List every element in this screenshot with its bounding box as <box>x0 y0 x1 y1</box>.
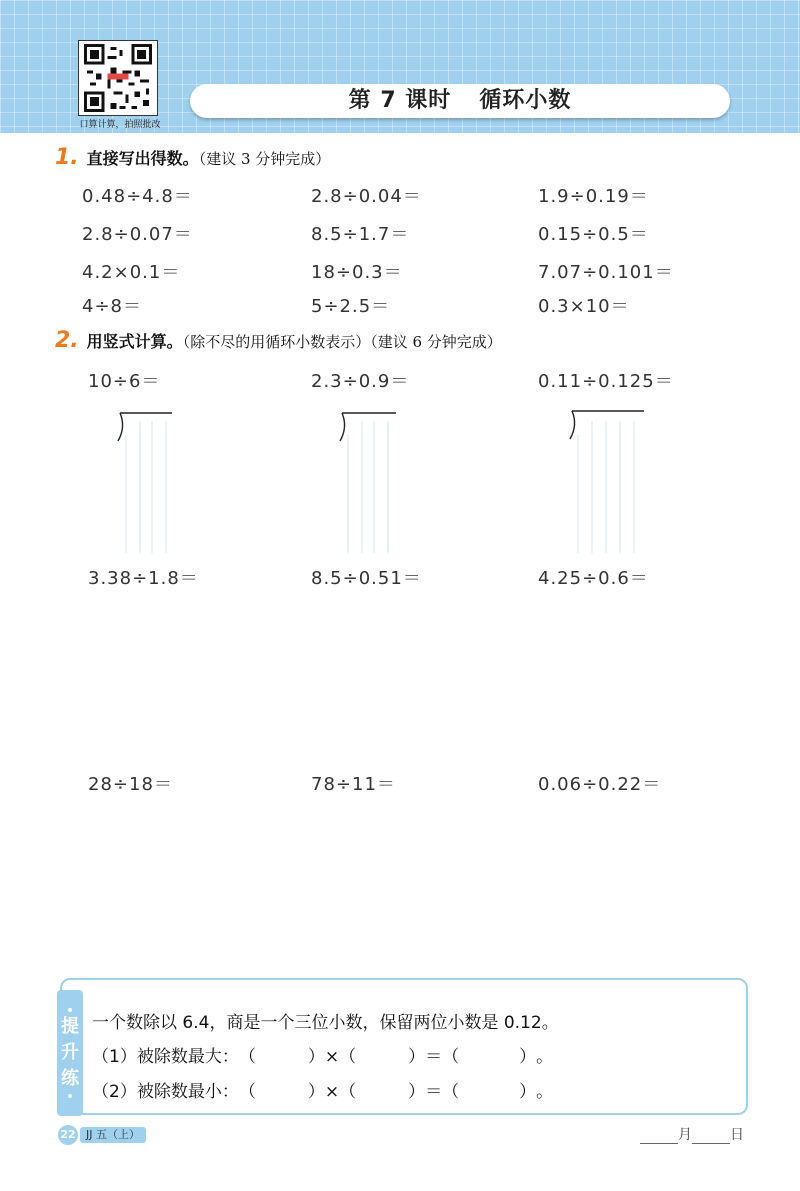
q1-problem: 2.8÷0.07＝ <box>82 224 193 245</box>
q2-problem: 0.11÷0.125＝ <box>538 371 674 392</box>
q1-problem: 0.3×10＝ <box>538 296 630 317</box>
lesson-topic: 循环小数 <box>479 88 572 113</box>
page-number: 22 <box>58 1125 78 1145</box>
qr-code-icon[interactable] <box>78 40 158 116</box>
times-sign: × <box>324 1047 340 1067</box>
month-label: 月 <box>678 1127 692 1143</box>
q2-problem: 8.5÷0.51＝ <box>311 568 422 589</box>
day-label: 日 <box>730 1127 744 1143</box>
q2-problem: 0.06÷0.22＝ <box>538 774 662 795</box>
answer-blank[interactable]: （ ） <box>339 1047 426 1067</box>
q1-problem: 0.48÷4.8＝ <box>82 186 193 207</box>
q2-problem: 4.25÷0.6＝ <box>538 568 649 589</box>
question-2-number: 2. <box>55 328 79 353</box>
tab-char: 升 <box>61 1042 79 1063</box>
answer-blank[interactable]: （ ） <box>339 1082 426 1102</box>
answer-blank[interactable]: （ ） <box>442 1047 537 1067</box>
end-mark: 。 <box>536 1082 554 1102</box>
lesson-title <box>190 84 730 118</box>
question-2-title: 用竖式计算。 <box>86 332 183 351</box>
question-2-heading <box>55 328 502 353</box>
question-1-title: 直接写出得数。 <box>86 149 199 168</box>
question-1-heading <box>55 145 330 170</box>
qr-caption: 口算计算，拍照批改 <box>79 120 161 130</box>
answer-blank[interactable]: （ ） <box>238 1047 325 1067</box>
q1-problem: 4÷8＝ <box>82 296 142 317</box>
equals-sign: ＝ <box>425 1047 443 1067</box>
q1-problem: 5÷2.5＝ <box>311 296 391 317</box>
day-blank[interactable] <box>692 1129 730 1144</box>
q1-problem: 1.9÷0.19＝ <box>538 186 649 207</box>
question-1-note: （建议 3 分钟完成） <box>198 150 331 168</box>
long-division-workspace[interactable] <box>562 405 652 555</box>
q2-problem: 28÷18＝ <box>88 774 173 795</box>
part-1-label: （1）被除数最大： <box>92 1047 239 1067</box>
extension-part-2 <box>92 1077 553 1102</box>
long-division-workspace[interactable] <box>110 405 190 555</box>
q1-problem: 0.15÷0.5＝ <box>538 224 649 245</box>
end-mark: 。 <box>536 1047 554 1067</box>
q2-problem: 3.38÷1.8＝ <box>88 568 199 589</box>
page-header <box>0 0 800 133</box>
q2-problem: 78÷11＝ <box>311 774 396 795</box>
tab-dot <box>68 1094 72 1098</box>
part-2-label: （2）被除数最小： <box>92 1082 239 1102</box>
q1-problem: 4.2×0.1＝ <box>82 262 181 283</box>
question-1-number: 1. <box>55 145 79 170</box>
long-division-workspace[interactable] <box>332 405 412 555</box>
q1-problem: 8.5÷1.7＝ <box>311 224 410 245</box>
extension-tab <box>57 990 83 1116</box>
equals-sign: ＝ <box>425 1082 443 1102</box>
extension-problem: 一个数除以 6.4，商是一个三位小数，保留两位小数是 0.12。 <box>92 1013 559 1033</box>
q1-problem: 2.8÷0.04＝ <box>311 186 422 207</box>
question-2-note: （除不尽的用循环小数表示）（建议 6 分钟完成） <box>182 333 502 351</box>
book-label: JJ 五（上） <box>80 1127 146 1143</box>
date-field[interactable] <box>640 1124 744 1144</box>
tab-char: 提 <box>61 1016 79 1037</box>
extension-part-1 <box>92 1042 553 1067</box>
q1-problem: 7.07÷0.101＝ <box>538 262 674 283</box>
q1-problem: 18÷0.3＝ <box>311 262 403 283</box>
q2-problem: 10÷6＝ <box>88 371 161 392</box>
times-sign: × <box>324 1082 340 1102</box>
tab-dot <box>68 1008 72 1012</box>
answer-blank[interactable]: （ ） <box>442 1082 537 1102</box>
month-blank[interactable] <box>640 1129 678 1144</box>
q2-problem: 2.3÷0.9＝ <box>311 371 410 392</box>
tab-char: 练 <box>61 1068 79 1089</box>
lesson-number: 第 7 课时 <box>348 88 452 113</box>
answer-blank[interactable]: （ ） <box>238 1082 325 1102</box>
